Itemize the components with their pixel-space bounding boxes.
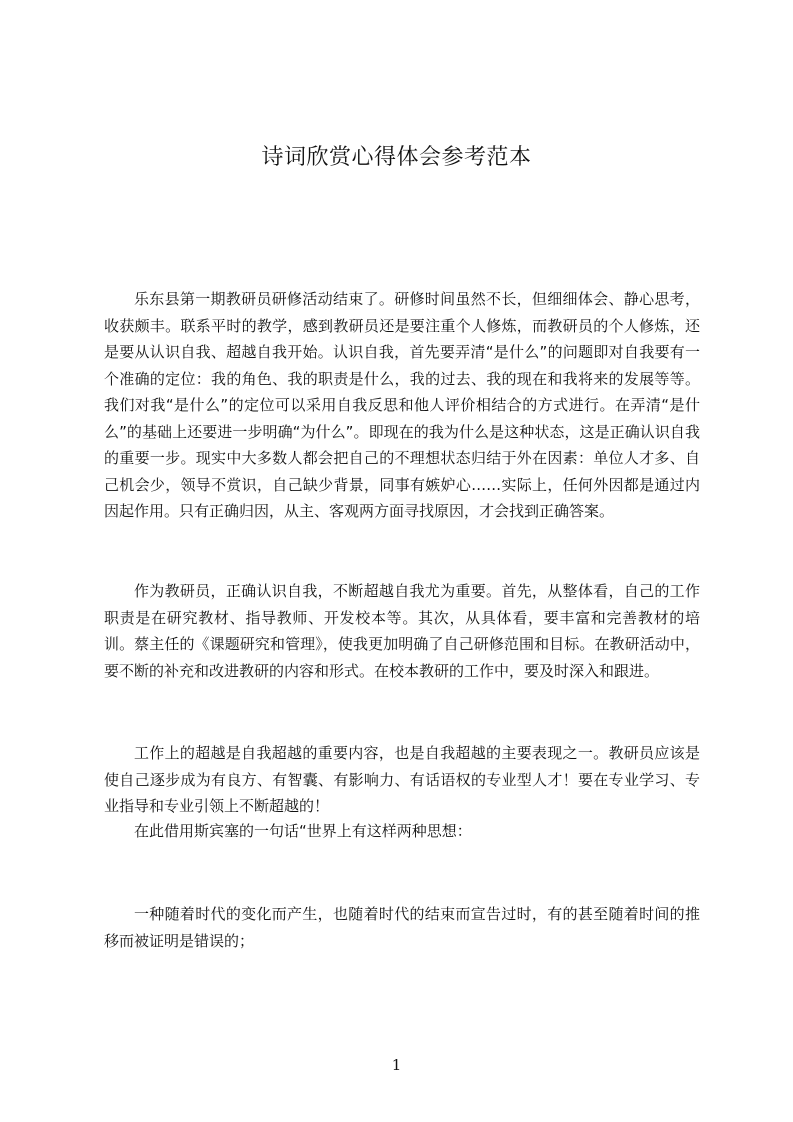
paragraph-work-transcendence: 工作上的超越是自我超越的重要内容，也是自我超越的主要表现之一。教研员应该是使自己逐步成为有良方、有智囊、有影响力、有话语权的专业型人才！要在专业学习、专业指导和专业引领上不断超越的！ bbox=[104, 744, 700, 815]
document-title: 诗词欣赏心得体会参考范本 bbox=[261, 145, 532, 170]
paragraph-researcher-duties: 作为教研员，正确认识自我，不断超越自我尤为重要。首先，从整体看，自己的工作职责是在研究教材、指导教师、开发校本等。其次，从具体看，要丰富和完善教材的培训。蔡主任的《课题研究和管理》，使我更加明确了自己研修范围和目标。在教研活动中，要不断的补充和改进教研的内容和形式。在校本教研的工作中，要及时深入和跟进。 bbox=[104, 582, 700, 680]
paragraph-self-knowledge: 乐东县第一期教研员研修活动结束了。研修时间虽然不长，但细细体会、静心思考，收获颇丰。联系平时的教学，感到教研员还是要注重个人修炼，而教研员的个人修炼，还是要从认识自我、超越自我开始。认识自我，首先要弄清“是什么”的问题即对自我要有一个准确的定位：我的角色、我的职责是什么，我的过去、我的现在和我将来的发展等等。我们对我“是什么”的定位可以采用自我反思和他人评价相结合的方式进行。在弄清“是什么”的基础上还要进一步明确“为什么”。即现在的我为什么是这种状态，这是正确认识自我的重要一步。现实中大多数人都会把自己的不理想状态归结于外在因素：单位人才多、自己机会少，领导不赏识，自己缺少背景，同事有嫉妒心……实际上，任何外因都是通过内因起作用。只有正确归因，从主、客观两方面寻找原因，才会找到正确答案。 bbox=[104, 290, 700, 520]
paragraph-spencer-quote: 在此借用斯宾塞的一句话“世界上有这样两种思想： bbox=[134, 822, 472, 840]
paragraph-first-kind-of-thought: 一种随着时代的变化而产生，也随着时代的结束而宣告过时，有的甚至随着时间的推移而被证明是错误的； bbox=[104, 905, 700, 950]
page-number: 1 bbox=[391, 1056, 402, 1074]
